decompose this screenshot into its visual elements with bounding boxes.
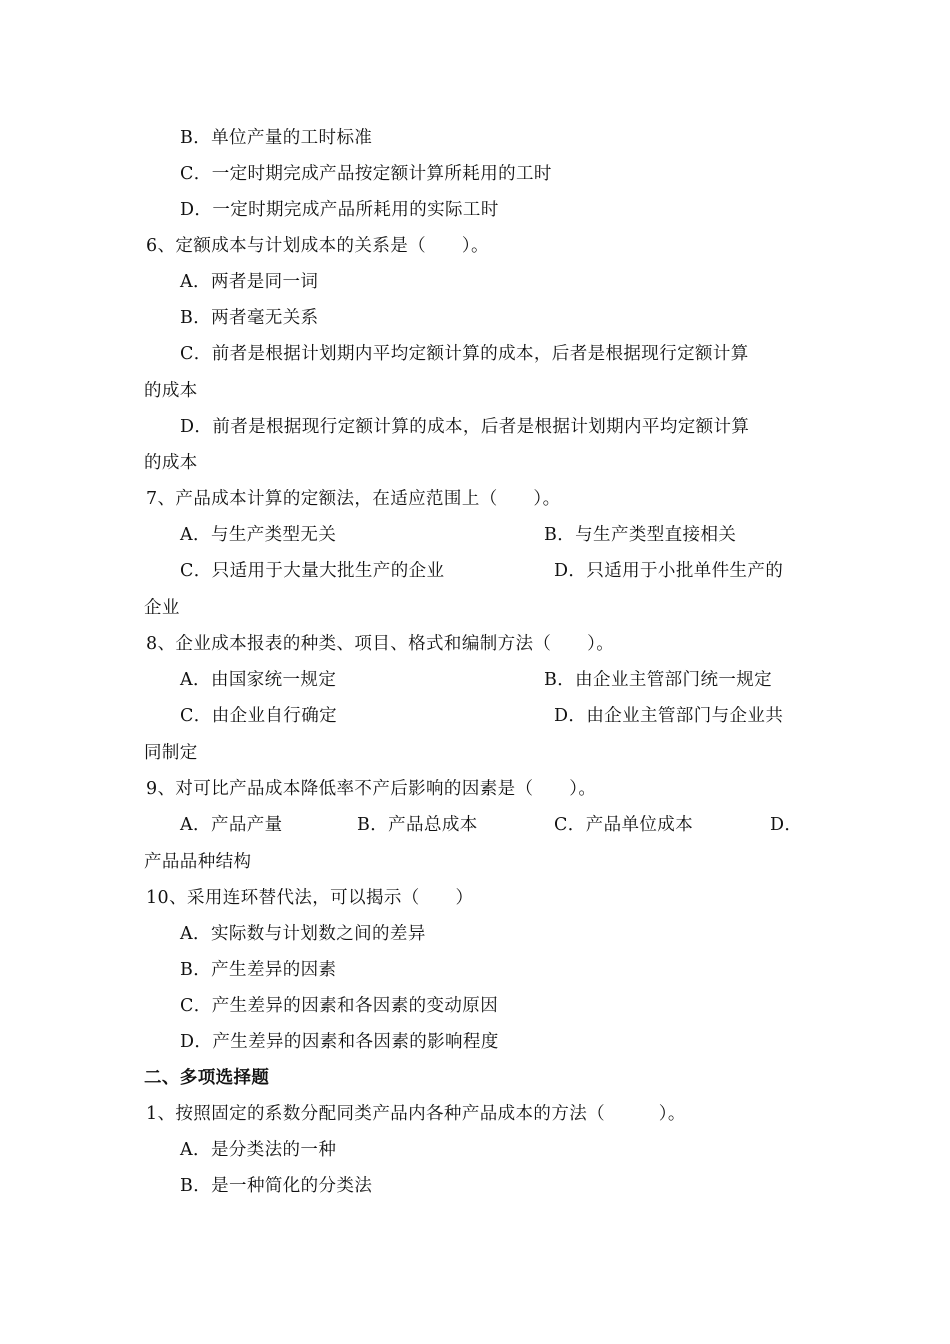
q8-option-a: A．由国家统一规定 <box>180 670 337 690</box>
q5-option-d: D．一定时期完成产品所耗用的实际工时 <box>180 200 499 220</box>
q9-stem: 9、对可比产品成本降低率不产后影响的因素是（ ）。 <box>146 779 597 799</box>
m1-option-b: B．是一种简化的分类法 <box>180 1176 373 1196</box>
q6-option-a: A．两者是同一词 <box>180 272 319 292</box>
q5-option-b: B．单位产量的工时标准 <box>180 128 373 148</box>
q6-option-c-line1: C．前者是根据计划期内平均定额计算的成本，后者是根据现行定额计算 <box>180 344 749 364</box>
q9-option-a: A．产品产量 <box>180 815 283 835</box>
q9-option-d-line2: 产品品种结构 <box>144 852 252 872</box>
q10-option-d: D．产生差异的因素和各因素的影响程度 <box>180 1032 499 1052</box>
q8-option-c: C．由企业自行确定 <box>180 706 337 726</box>
q7-option-d-line1: D．只适用于小批单件生产的 <box>554 561 784 581</box>
q6-option-c-line2: 的成本 <box>144 381 198 401</box>
q6-option-b: B．两者毫无关系 <box>180 308 319 328</box>
q7-option-b: B．与生产类型直接相关 <box>544 525 737 545</box>
q9-option-b: B．产品总成本 <box>357 815 478 835</box>
q7-option-a: A．与生产类型无关 <box>180 525 337 545</box>
q7-option-d-line2: 企业 <box>144 598 180 618</box>
m1-option-a: A．是分类法的一种 <box>180 1140 337 1160</box>
q10-option-c: C．产生差异的因素和各因素的变动原因 <box>180 996 499 1016</box>
q7-stem: 7、产品成本计算的定额法，在适应范围上（ ）。 <box>146 489 561 509</box>
q8-option-d-line2: 同制定 <box>144 743 198 763</box>
q8-option-b: B．由企业主管部门统一规定 <box>544 670 773 690</box>
q7-option-c: C．只适用于大量大批生产的企业 <box>180 561 445 581</box>
q9-option-d-line1: D． <box>770 815 803 835</box>
q10-option-b: B．产生差异的因素 <box>180 960 337 980</box>
q8-stem: 8、企业成本报表的种类、项目、格式和编制方法（ ）。 <box>146 634 615 654</box>
q9-option-c: C．产品单位成本 <box>554 815 694 835</box>
m1-stem: 1、按照固定的系数分配同类产品内各种产品成本的方法（ ）。 <box>146 1104 686 1124</box>
q5-option-c: C．一定时期完成产品按定额计算所耗用的工时 <box>180 164 552 184</box>
q6-option-d-line1: D．前者是根据现行定额计算的成本，后者是根据计划期内平均定额计算 <box>180 417 750 437</box>
q6-option-d-line2: 的成本 <box>144 453 198 473</box>
q8-option-d-line1: D．由企业主管部门与企业共 <box>554 706 784 726</box>
section-heading-multiple-choice: 二、多项选择题 <box>144 1068 270 1088</box>
q6-stem: 6、定额成本与计划成本的关系是（ ）。 <box>146 236 489 256</box>
q10-stem: 10、采用连环替代法，可以揭示（ ） <box>146 888 474 908</box>
q10-option-a: A．实际数与计划数之间的差异 <box>180 924 426 944</box>
